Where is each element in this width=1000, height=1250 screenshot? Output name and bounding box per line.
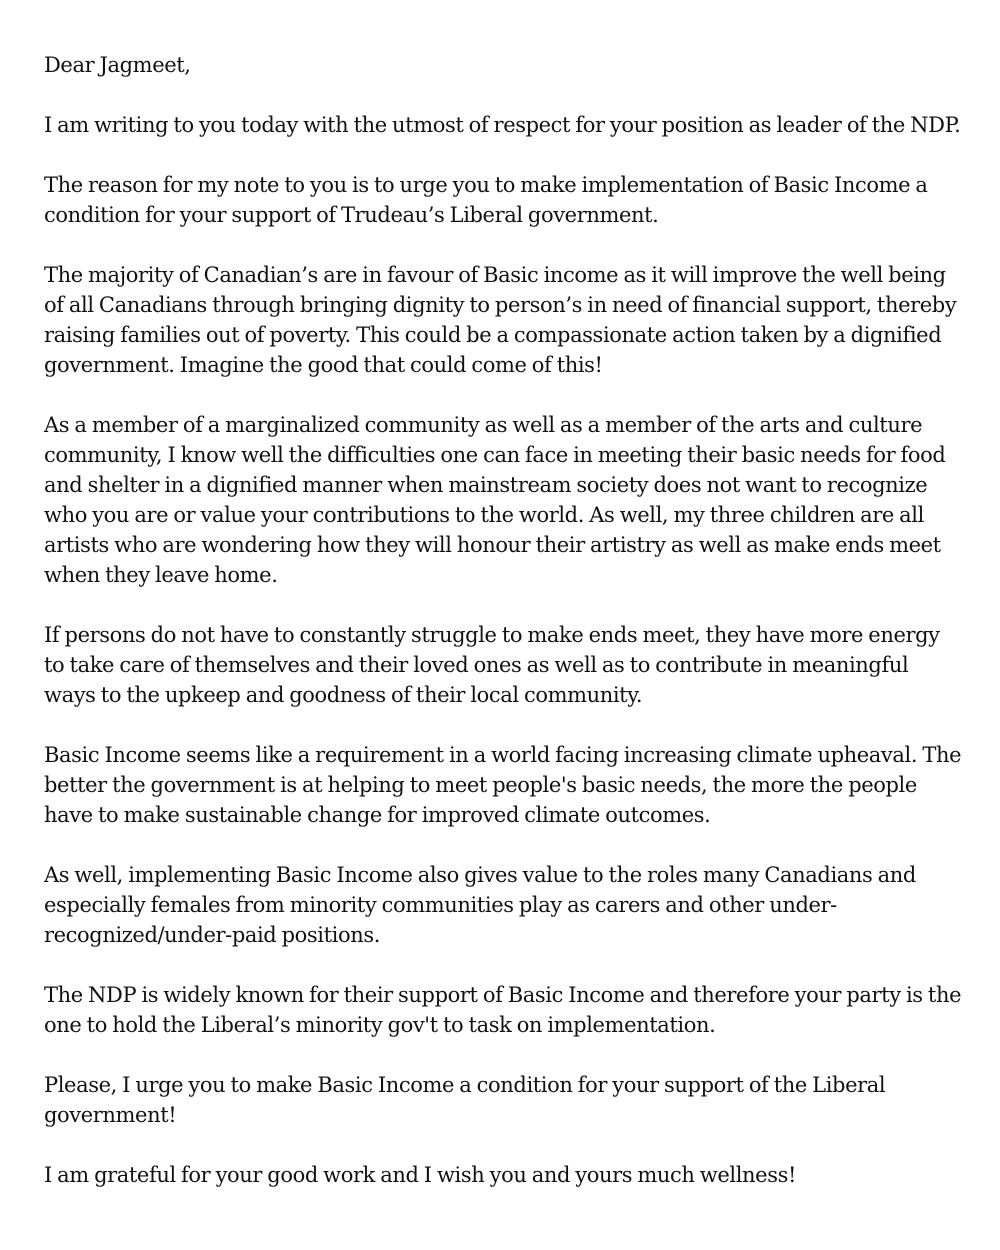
paragraph-climate: Basic Income seems like a requirement in a world facing increasing climate upheaval. The better the government is at helping to meet people's basic needs, the more the people have to make sustainable change for improved climate outcomes. xyxy=(44,743,962,827)
paragraph-reason: The reason for my note to you is to urge you to make implementation of Basic Income a condition for your support of Trudeau’s Liberal government. xyxy=(44,173,928,227)
paragraph-majority: The majority of Canadian’s are in favour of Basic income as it will improve the well being of all Canadians through bringing dignity to person’s in need of financial support, thereby raising families out of poverty. This could be a compassionate action taken by a dignified government. Imagine the good that could come of this! xyxy=(44,263,957,377)
paragraph-closing: I am grateful for your good work and I wish you and yours much wellness! xyxy=(44,1163,796,1187)
salutation: Dear Jagmeet, xyxy=(44,53,191,77)
paragraph-opening: I am writing to you today with the utmost of respect for your position as leader of the NDP. xyxy=(44,113,961,137)
paragraph-carers: As well, implementing Basic Income also gives value to the roles many Canadians and especially females from minority communities play as carers and other under-recognized/under-paid positions. xyxy=(44,863,916,947)
paragraph-urge: Please, I urge you to make Basic Income a condition for your support of the Liberal government! xyxy=(44,1073,886,1127)
letter-body xyxy=(44,50,964,1220)
paragraph-struggle: If persons do not have to constantly struggle to make ends meet, they have more energy to take care of themselves and their loved ones as well as to contribute in meaningful ways to the upkeep and goodness of their local community. xyxy=(44,623,940,707)
paragraph-ndp-support: The NDP is widely known for their support of Basic Income and therefore your party is the one to hold the Liberal’s minority gov't to task on implementation. xyxy=(44,983,962,1037)
paragraph-community: As a member of a marginalized community as well as a member of the arts and culture community, I know well the difficulties one can face in meeting their basic needs for food and shelter in a dignified manner when mainstream society does not want to recognize who you are or value your contributions to the world. As well, my three children are all artists who are wondering how they will honour their artistry as well as make ends meet when they leave home. xyxy=(44,413,946,587)
